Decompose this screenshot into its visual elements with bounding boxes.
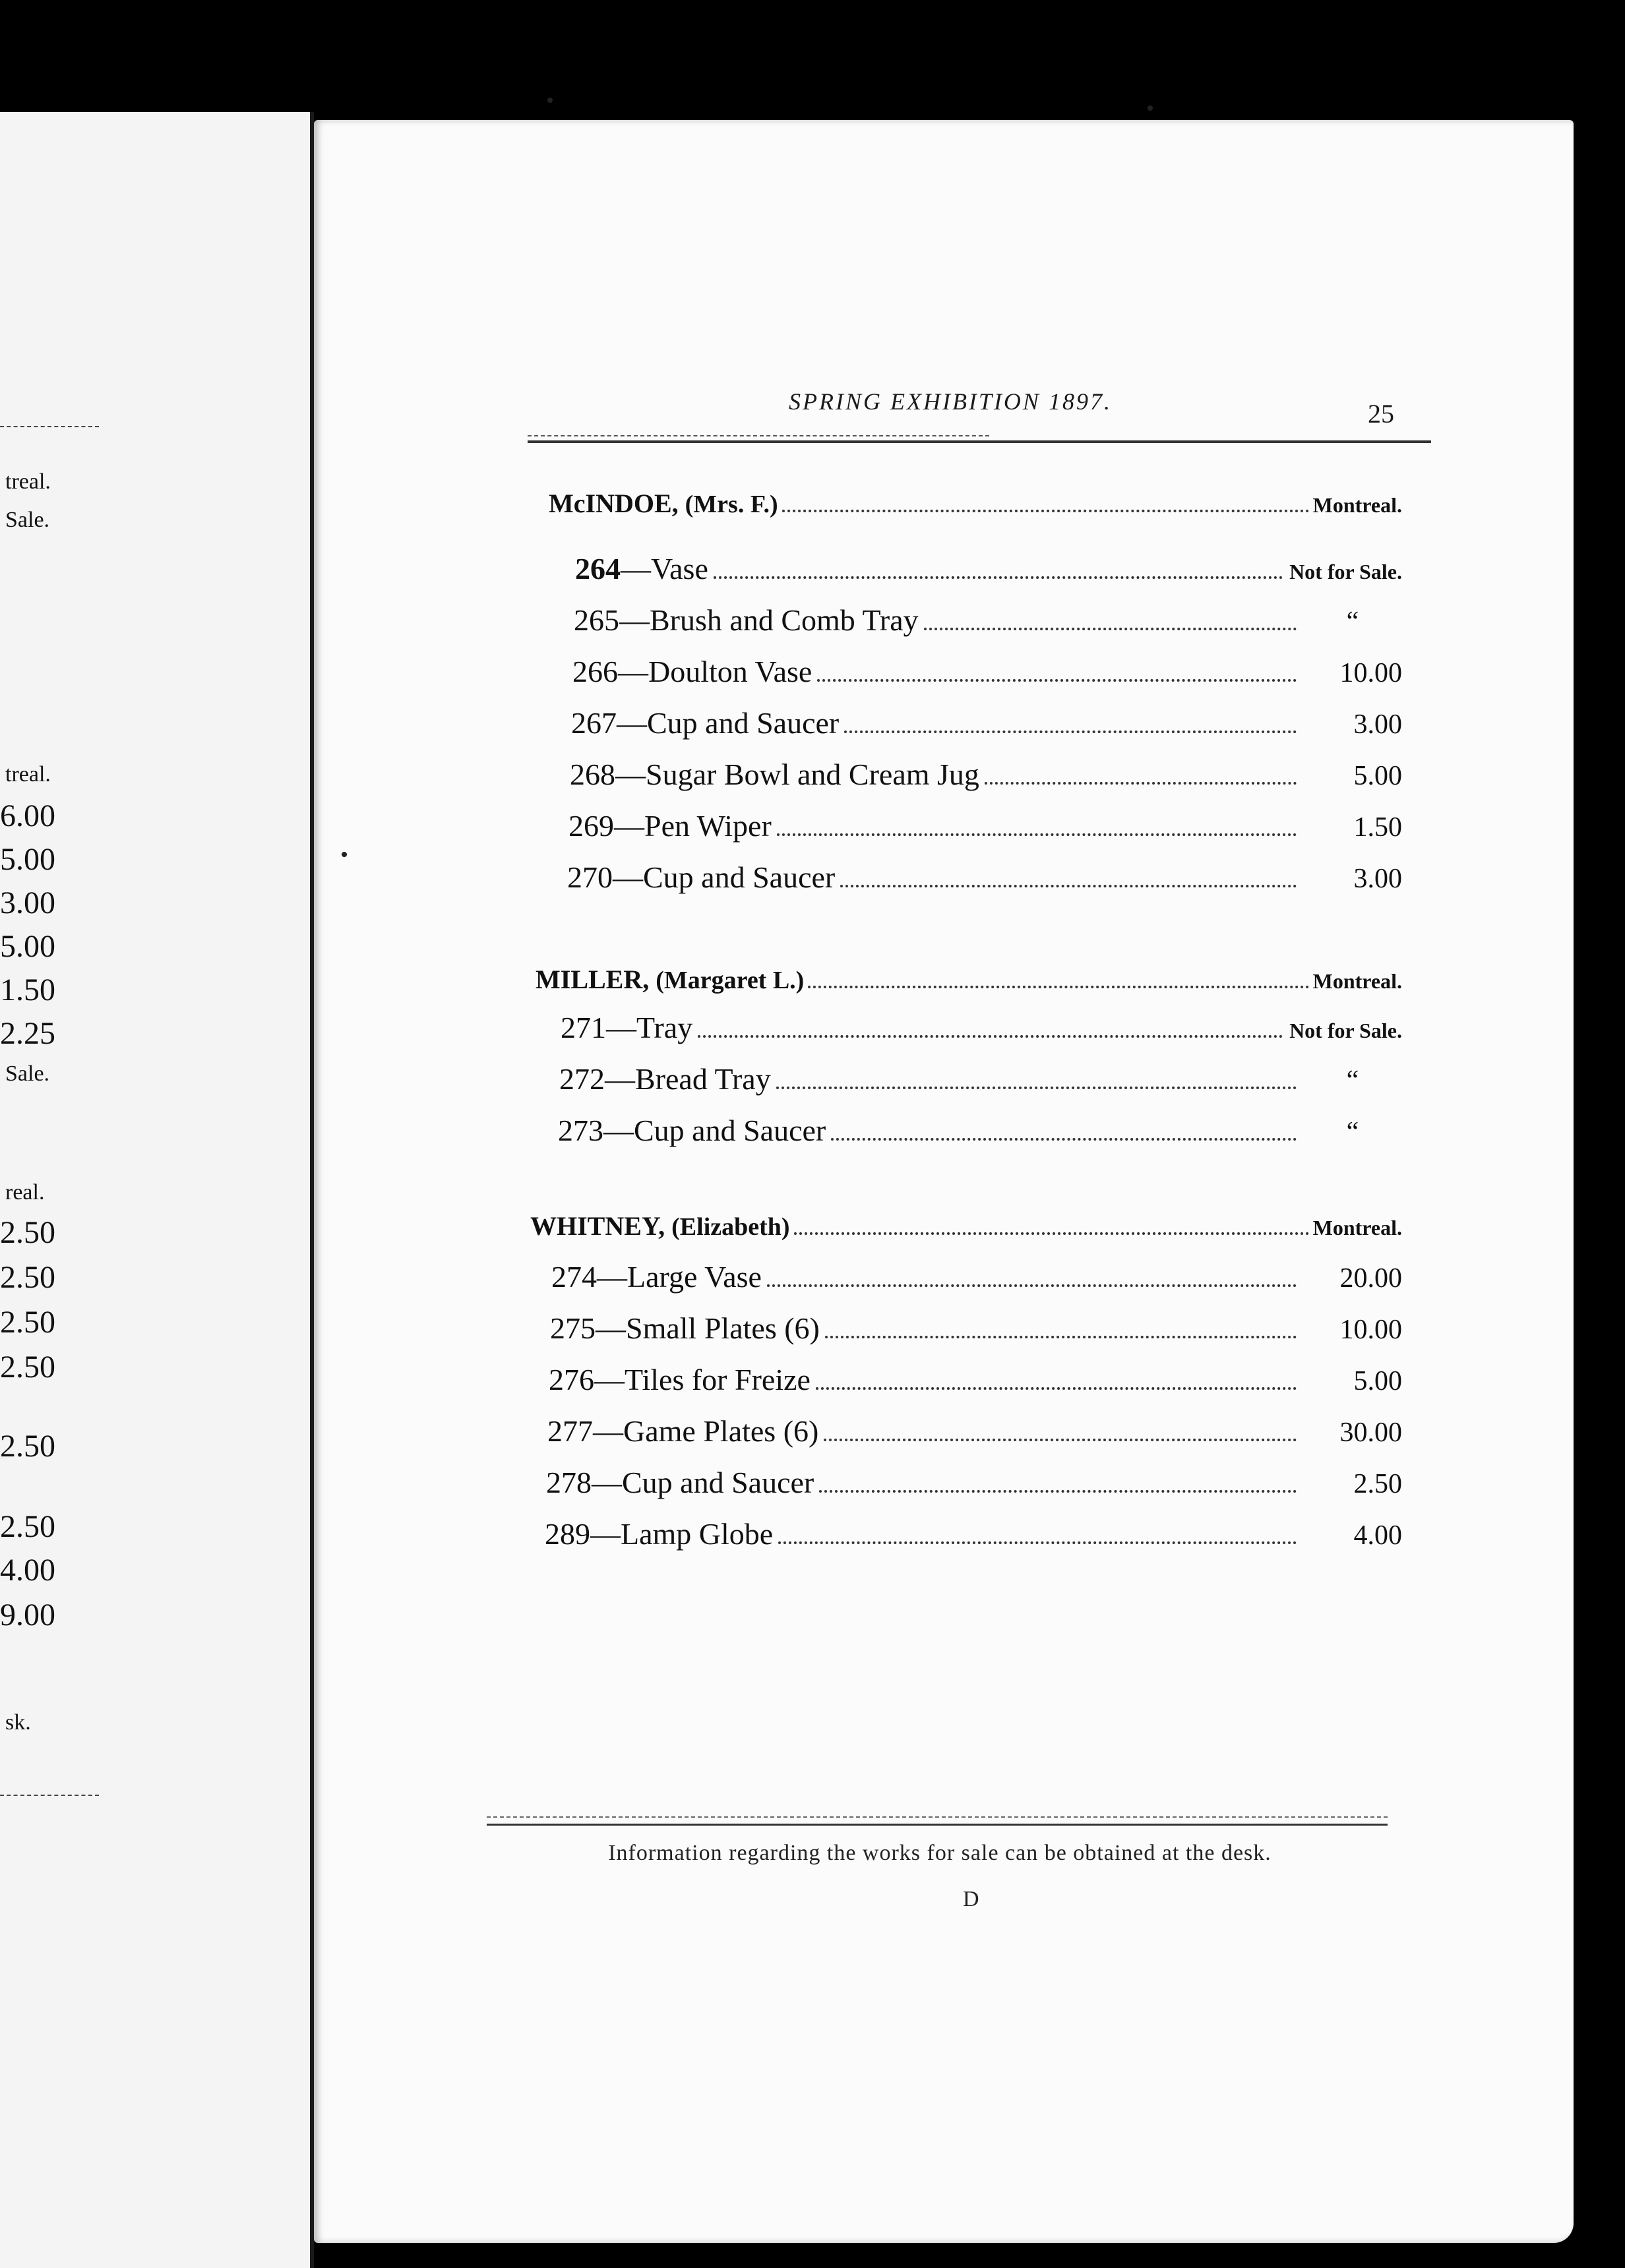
leader-dots	[714, 576, 1283, 579]
leader-dots	[808, 986, 1308, 988]
leader-dots	[698, 1035, 1283, 1038]
item-title: Brush and Comb Tray	[650, 603, 919, 637]
artist-heading	[549, 488, 1402, 519]
leader-dots	[924, 628, 1297, 630]
signature-mark: D	[963, 1887, 979, 1911]
artist-surname: WHITNEY,	[530, 1211, 665, 1241]
item-dash: —	[619, 603, 650, 637]
item-title: Lamp Globe	[621, 1517, 774, 1551]
catalogue-item	[572, 654, 1402, 689]
speck	[342, 852, 347, 857]
left-page-text: 2.50	[0, 1260, 55, 1295]
item-title: Tiles for Freize	[625, 1363, 811, 1396]
item-price: 10.00	[1339, 1315, 1402, 1345]
leader-dots	[776, 1087, 1297, 1089]
leader-dots	[778, 1541, 1297, 1544]
item-price: “	[1346, 607, 1359, 637]
item-title: Cup and Saucer	[643, 860, 836, 894]
item-title: Cup and Saucer	[647, 706, 840, 740]
catalogue-item	[559, 1061, 1402, 1096]
item-number: 267	[571, 706, 617, 740]
catalogue-item	[546, 1465, 1402, 1500]
left-page-text: 3.00	[0, 885, 55, 920]
item-number: 266	[572, 655, 618, 688]
item-title: Doulton Vase	[648, 655, 812, 688]
item-dash: —	[605, 1062, 635, 1096]
item-price: 3.00	[1353, 709, 1402, 740]
left-page-text: 2.50	[0, 1305, 55, 1340]
item-price: 20.00	[1339, 1263, 1402, 1294]
item-title: Bread Tray	[635, 1062, 771, 1096]
left-page-text: 2.25	[0, 1016, 55, 1051]
footer-rule	[487, 1824, 1388, 1826]
left-page-text: treal.	[5, 469, 51, 494]
leader-dots	[782, 510, 1309, 512]
left-page-fragment	[0, 112, 314, 2268]
left-page-text: 2.50	[0, 1350, 55, 1385]
item-number: 271	[561, 1011, 606, 1044]
item-number: 270	[567, 860, 613, 894]
item-title: Cup and Saucer	[622, 1466, 814, 1499]
artist-given-name: (Mrs. F.)	[685, 491, 778, 518]
leader-dots	[985, 782, 1297, 785]
catalogue-item	[571, 705, 1402, 740]
left-page-text: Sale.	[5, 1061, 50, 1086]
leader-dots	[840, 885, 1297, 887]
leader-dots	[777, 833, 1297, 836]
leader-dots	[794, 1232, 1309, 1235]
catalogue-item	[567, 860, 1402, 895]
left-page-text: 2.50	[0, 1215, 55, 1250]
item-price: 4.00	[1353, 1520, 1402, 1551]
item-number: 278	[546, 1466, 592, 1499]
footer-note: Information regarding the works for sale can be obtained at the desk.	[608, 1841, 1272, 1865]
item-price: 1.50	[1353, 812, 1402, 843]
item-number: 265	[574, 603, 619, 637]
item-price: 30.00	[1339, 1418, 1402, 1448]
catalogue-item	[561, 1010, 1402, 1045]
item-number: 273	[558, 1114, 603, 1147]
item-price: 3.00	[1353, 864, 1402, 894]
item-dash: —	[593, 1414, 623, 1448]
item-title: Small Plates (6)	[626, 1311, 820, 1345]
left-page-text: Sale.	[5, 508, 50, 532]
item-dash: —	[603, 1114, 634, 1147]
item-price: 5.00	[1353, 761, 1402, 791]
leader-dots	[825, 1336, 1297, 1338]
item-dash: —	[590, 1517, 621, 1551]
page-number: 25	[1368, 399, 1394, 429]
item-number: 269	[568, 809, 614, 843]
artist-surname: McINDOE,	[549, 489, 679, 518]
item-dash: —	[596, 1311, 626, 1345]
item-price: 5.00	[1353, 1366, 1402, 1396]
leader-dots	[844, 731, 1297, 733]
left-page-text: 4.00	[0, 1553, 55, 1588]
artist-heading	[530, 1210, 1402, 1241]
header-rule	[528, 440, 1431, 443]
item-number: 274	[551, 1260, 597, 1294]
item-dash: —	[597, 1260, 627, 1294]
left-page-text: real.	[5, 1180, 45, 1205]
catalogue-item	[570, 757, 1402, 792]
left-page-text: 2.50	[0, 1429, 55, 1464]
item-number: 276	[549, 1363, 594, 1396]
catalogue-item	[574, 603, 1402, 638]
item-price: 10.00	[1339, 658, 1402, 688]
item-number: 264	[575, 552, 621, 585]
catalogue-page	[314, 120, 1574, 2243]
item-title: Tray	[636, 1011, 693, 1044]
item-dash: —	[615, 758, 646, 791]
item-dash: —	[617, 706, 647, 740]
left-page-rule	[0, 426, 99, 427]
leader-dots	[824, 1439, 1297, 1441]
artist-surname: MILLER,	[536, 965, 650, 994]
item-price: “	[1346, 1065, 1359, 1096]
item-price: 2.50	[1353, 1469, 1402, 1499]
item-dash: —	[618, 655, 648, 688]
item-dash: —	[613, 860, 643, 894]
item-dash: —	[592, 1466, 622, 1499]
speck	[1148, 105, 1153, 111]
catalogue-item	[547, 1414, 1402, 1448]
item-price: Not for Sale.	[1289, 560, 1402, 583]
item-title: Sugar Bowl and Cream Jug	[646, 758, 979, 791]
item-dash: —	[621, 552, 651, 585]
left-page-text: 5.00	[0, 842, 55, 877]
item-number: 275	[550, 1311, 596, 1345]
leader-dots	[767, 1284, 1297, 1287]
catalogue-item	[575, 551, 1402, 586]
speck	[547, 98, 553, 103]
left-page-text: sk.	[5, 1710, 31, 1735]
item-title: Game Plates (6)	[623, 1414, 819, 1448]
catalogue-item	[551, 1259, 1402, 1294]
catalogue-item	[549, 1362, 1402, 1397]
artist-city: Montreal.	[1312, 969, 1402, 993]
leader-dots	[819, 1490, 1297, 1493]
left-page-text: 1.50	[0, 972, 55, 1007]
artist-given-name: (Elizabeth)	[671, 1213, 790, 1241]
item-dash: —	[606, 1011, 636, 1044]
left-page-text: treal.	[5, 762, 51, 787]
artist-given-name: (Margaret L.)	[656, 967, 805, 994]
item-title: Large Vase	[627, 1260, 762, 1294]
catalogue-item	[568, 808, 1402, 843]
leader-dots	[831, 1138, 1297, 1141]
leader-dots	[817, 679, 1297, 682]
artist-city: Montreal.	[1312, 1216, 1402, 1239]
item-dash: —	[594, 1363, 625, 1396]
item-title: Vase	[651, 552, 708, 585]
item-price: “	[1346, 1117, 1359, 1147]
left-page-rule	[0, 1795, 99, 1796]
catalogue-item	[558, 1113, 1402, 1148]
item-title: Cup and Saucer	[634, 1114, 826, 1147]
item-price: Not for Sale.	[1289, 1019, 1402, 1042]
running-title: SPRING EXHIBITION 1897.	[789, 388, 1112, 415]
item-number: 277	[547, 1414, 593, 1448]
left-page-text: 9.00	[0, 1597, 55, 1632]
catalogue-item	[550, 1311, 1402, 1346]
left-page-text: 2.50	[0, 1509, 55, 1544]
item-number: 289	[545, 1517, 590, 1551]
artist-city: Montreal.	[1312, 493, 1402, 517]
artist-heading	[536, 964, 1402, 995]
left-page-text: 6.00	[0, 798, 55, 833]
catalogue-item	[545, 1516, 1402, 1551]
item-title: Pen Wiper	[644, 809, 772, 843]
leader-dots	[816, 1387, 1297, 1390]
item-dash: —	[614, 809, 644, 843]
left-page-text: 5.00	[0, 929, 55, 964]
item-number: 268	[570, 758, 615, 791]
item-number: 272	[559, 1062, 605, 1096]
